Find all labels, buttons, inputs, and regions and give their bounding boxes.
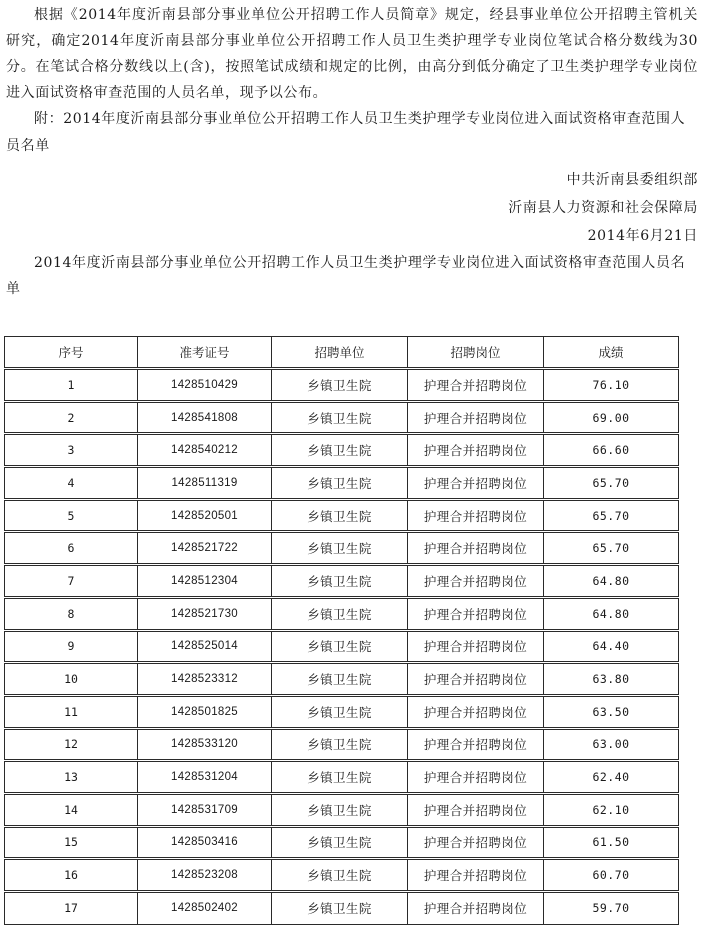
recruiting-unit-cell: 乡镇卫生院	[272, 663, 408, 696]
serial-number-cell: 14	[5, 793, 138, 826]
serial-number-cell: 7	[5, 565, 138, 598]
recruiting-unit-cell: 乡镇卫生院	[272, 826, 408, 859]
table-row	[5, 695, 679, 728]
recruiting-unit-cell: 乡镇卫生院	[272, 467, 408, 500]
list-title: 2014年度沂南县部分事业单位公开招聘工作人员卫生类护理学专业岗位进入面试资格审查范围人员名单	[6, 255, 686, 297]
exam-ticket-number-cell: 1428503416	[138, 826, 272, 859]
table-header-row	[5, 337, 679, 369]
recruiting-position-cell: 护理合并招聘岗位	[408, 467, 544, 500]
table-row	[5, 826, 679, 859]
header-serial-number: 序号	[5, 337, 138, 369]
recruiting-unit-cell: 乡镇卫生院	[272, 597, 408, 630]
exam-ticket-number-cell: 1428501825	[138, 695, 272, 728]
recruiting-position-cell: 护理合并招聘岗位	[408, 728, 544, 761]
serial-number-cell: 12	[5, 728, 138, 761]
recruiting-unit-cell: 乡镇卫生院	[272, 859, 408, 892]
recruiting-position-cell: 护理合并招聘岗位	[408, 761, 544, 794]
recruiting-position-cell: 护理合并招聘岗位	[408, 434, 544, 467]
issuer-organization-department: 中共沂南县委组织部	[566, 172, 698, 188]
exam-ticket-number-cell: 1428511319	[138, 467, 272, 500]
serial-number-cell: 6	[5, 532, 138, 565]
exam-ticket-number-cell: 1428540212	[138, 434, 272, 467]
recruiting-unit-cell: 乡镇卫生院	[272, 892, 408, 925]
serial-number-cell: 9	[5, 630, 138, 663]
table-row	[5, 728, 679, 761]
recruiting-position-cell: 护理合并招聘岗位	[408, 401, 544, 434]
recruiting-position-cell: 护理合并招聘岗位	[408, 892, 544, 925]
score-cell: 65.70	[544, 467, 679, 500]
exam-ticket-number-cell: 1428510429	[138, 369, 272, 402]
score-cell: 63.50	[544, 695, 679, 728]
recruiting-position-cell: 护理合并招聘岗位	[408, 565, 544, 598]
exam-ticket-number-cell: 1428521722	[138, 532, 272, 565]
exam-ticket-number-cell: 1428531709	[138, 793, 272, 826]
recruiting-position-cell: 护理合并招聘岗位	[408, 532, 544, 565]
exam-ticket-number-cell: 1428533120	[138, 728, 272, 761]
recruiting-unit-cell: 乡镇卫生院	[272, 499, 408, 532]
table-row	[5, 859, 679, 892]
serial-number-cell: 3	[5, 434, 138, 467]
exam-ticket-number-cell: 1428523312	[138, 663, 272, 696]
recruiting-position-cell: 护理合并招聘岗位	[408, 663, 544, 696]
serial-number-cell: 1	[5, 369, 138, 402]
header-exam-ticket-number: 准考证号	[138, 337, 272, 369]
serial-number-cell: 5	[5, 499, 138, 532]
serial-number-cell: 8	[5, 597, 138, 630]
score-cell: 64.40	[544, 630, 679, 663]
recruiting-unit-cell: 乡镇卫生院	[272, 761, 408, 794]
table-row	[5, 401, 679, 434]
score-cell: 64.80	[544, 565, 679, 598]
recruiting-unit-cell: 乡镇卫生院	[272, 630, 408, 663]
serial-number-cell: 2	[5, 401, 138, 434]
table-row	[5, 565, 679, 598]
table-row	[5, 597, 679, 630]
recruiting-unit-cell: 乡镇卫生院	[272, 532, 408, 565]
recruiting-position-cell: 护理合并招聘岗位	[408, 695, 544, 728]
exam-ticket-number-cell: 1428502402	[138, 892, 272, 925]
score-cell: 66.60	[544, 434, 679, 467]
recruiting-unit-cell: 乡镇卫生院	[272, 401, 408, 434]
recruiting-position-cell: 护理合并招聘岗位	[408, 597, 544, 630]
serial-number-cell: 16	[5, 859, 138, 892]
exam-ticket-number-cell: 1428521730	[138, 597, 272, 630]
score-cell: 59.70	[544, 892, 679, 925]
recruiting-position-cell: 护理合并招聘岗位	[408, 630, 544, 663]
header-recruiting-position: 招聘岗位	[408, 337, 544, 369]
issue-date: 2014年6月21日	[587, 228, 698, 244]
serial-number-cell: 15	[5, 826, 138, 859]
score-cell: 64.80	[544, 597, 679, 630]
score-cell: 62.10	[544, 793, 679, 826]
recruiting-position-cell: 护理合并招聘岗位	[408, 826, 544, 859]
recruiting-unit-cell: 乡镇卫生院	[272, 565, 408, 598]
table-row	[5, 793, 679, 826]
serial-number-cell: 17	[5, 892, 138, 925]
exam-ticket-number-cell: 1428541808	[138, 401, 272, 434]
recruiting-unit-cell: 乡镇卫生院	[272, 728, 408, 761]
exam-ticket-number-cell: 1428523208	[138, 859, 272, 892]
recruiting-position-cell: 护理合并招聘岗位	[408, 369, 544, 402]
header-score: 成绩	[544, 337, 679, 369]
exam-ticket-number-cell: 1428531204	[138, 761, 272, 794]
score-cell: 61.50	[544, 826, 679, 859]
recruiting-position-cell: 护理合并招聘岗位	[408, 859, 544, 892]
serial-number-cell: 10	[5, 663, 138, 696]
recruiting-unit-cell: 乡镇卫生院	[272, 434, 408, 467]
recruiting-unit-cell: 乡镇卫生院	[272, 695, 408, 728]
serial-number-cell: 4	[5, 467, 138, 500]
candidate-table-body	[5, 369, 679, 925]
header-recruiting-unit: 招聘单位	[272, 337, 408, 369]
exam-ticket-number-cell: 1428512304	[138, 565, 272, 598]
notice-body-paragraph: 根据《2014年度沂南县部分事业单位公开招聘工作人员简章》规定，经县事业单位公开招聘主管机关研究，确定2014年度沂南县部分事业单位公开招聘工作人员卫生类护理学专业岗位笔试合格分数线为30分。在笔试合格分数线以上(含)，按照笔试成绩和规定的比例，由高分到低分确定了卫生类护理学专业岗位进入面试资格审查范围的人员名单，现予以公布。	[6, 7, 698, 101]
table-row	[5, 892, 679, 925]
score-cell: 65.70	[544, 532, 679, 565]
recruiting-position-cell: 护理合并招聘岗位	[408, 499, 544, 532]
recruiting-unit-cell: 乡镇卫生院	[272, 369, 408, 402]
table-row	[5, 467, 679, 500]
issuer-hr-bureau: 沂南县人力资源和社会保障局	[508, 200, 698, 216]
table-row	[5, 532, 679, 565]
table-row	[5, 369, 679, 402]
serial-number-cell: 13	[5, 761, 138, 794]
score-cell: 60.70	[544, 859, 679, 892]
score-cell: 69.00	[544, 401, 679, 434]
recruiting-unit-cell: 乡镇卫生院	[272, 793, 408, 826]
exam-ticket-number-cell: 1428520501	[138, 499, 272, 532]
table-row	[5, 499, 679, 532]
score-cell: 62.40	[544, 761, 679, 794]
table-row	[5, 761, 679, 794]
score-cell: 63.00	[544, 728, 679, 761]
serial-number-cell: 11	[5, 695, 138, 728]
candidate-table	[4, 336, 679, 925]
score-cell: 76.10	[544, 369, 679, 402]
table-row	[5, 630, 679, 663]
table-row	[5, 434, 679, 467]
score-cell: 65.70	[544, 499, 679, 532]
attachment-note: 附：2014年度沂南县部分事业单位公开招聘工作人员卫生类护理学专业岗位进入面试资格审查范围人员名单	[6, 111, 686, 154]
recruiting-position-cell: 护理合并招聘岗位	[408, 793, 544, 826]
score-cell: 63.80	[544, 663, 679, 696]
exam-ticket-number-cell: 1428525014	[138, 630, 272, 663]
table-row	[5, 663, 679, 696]
